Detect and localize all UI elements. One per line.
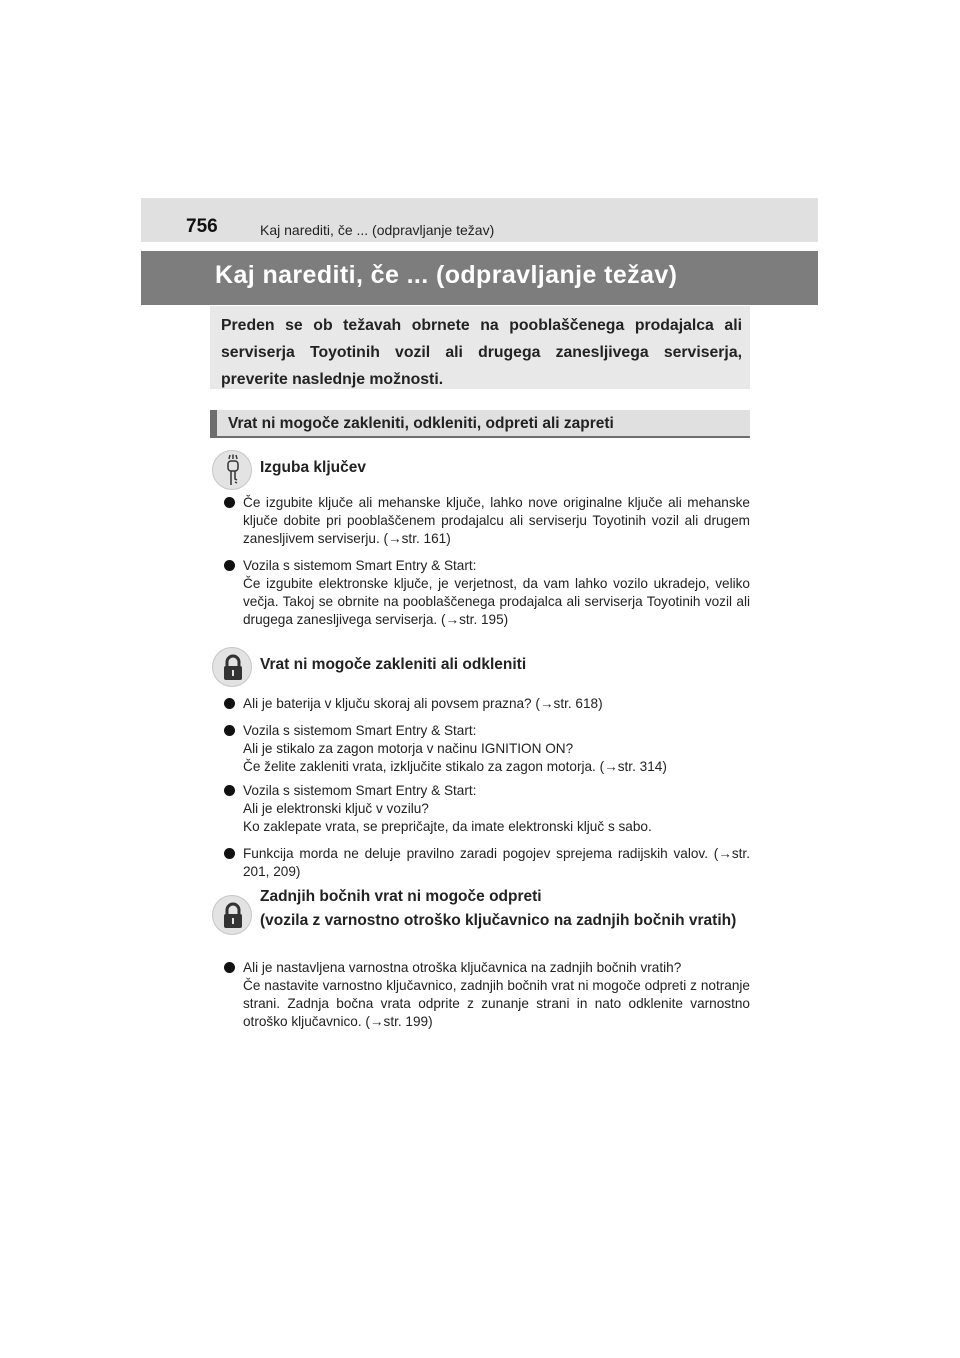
lock-unlock-heading: Vrat ni mogoče zakleniti ali odkleniti: [260, 656, 527, 673]
running-title: Kaj narediti, če ... (odpravljanje težav): [260, 222, 495, 238]
bullet-line: Ali je nastavljena varnostna otroška ključavnica na zadnjih bočnih vratih?: [243, 960, 682, 975]
bullet-dot: [224, 560, 235, 571]
bullet-line: Če izgubite elektronske ključe, je verjetnost, da vam lahko vozilo ukradejo, veliko večja. Takoj se obrnite na pooblaščenega prodajalca ali serviserja Toyotinih vozil ali drugega zanesljivega serviserja. (→str. 195): [243, 576, 750, 627]
bullet-line: Vozila s sistemom Smart Entry & Start:: [243, 783, 477, 798]
rear-doors-heading: [260, 885, 750, 933]
bullet-line: Vozila s sistemom Smart Entry & Start:: [243, 723, 477, 738]
rear-doors-heading-line: Zadnjih bočnih vrat ni mogoče odpreti: [260, 888, 542, 905]
list-item: [224, 782, 750, 836]
list-item: [224, 845, 750, 881]
bullet-line: Ali je baterija v ključu skoraj ali povsem prazna? (→str. 618): [243, 696, 603, 711]
bullet-dot: [224, 848, 235, 859]
bullet-dot: [224, 725, 235, 736]
bullet-line: Ko zaklepate vrata, se prepričajte, da imate elektronski ključ s sabo.: [243, 819, 652, 834]
page-number: 756: [186, 216, 218, 237]
list-item: [224, 722, 750, 776]
list-item: [224, 557, 750, 629]
section-heading-text: Vrat ni mogoče zakleniti, odkleniti, odpreti ali zapreti: [228, 415, 614, 432]
bullet-line: Ali je stikalo za zagon motorja v načinu IGNITION ON?: [243, 741, 574, 756]
running-header: [141, 198, 818, 242]
bullet-dot: [224, 962, 235, 973]
bullet-line: Če želite zakleniti vrata, izključite stikalo za zagon motorja. (→str. 314): [243, 759, 667, 774]
key-icon: [212, 450, 252, 490]
child-lock-icon: [212, 895, 252, 935]
padlock-icon: [212, 647, 252, 687]
bullet-line: Funkcija morda ne deluje pravilno zaradi pogojev sprejema radijskih valov. (→str. 201, 209): [243, 846, 750, 879]
title-bar: [141, 251, 818, 305]
bullet-dot: [224, 698, 235, 709]
bullet-line: Vozila s sistemom Smart Entry & Start:: [243, 558, 477, 573]
list-item: [224, 494, 750, 548]
intro-box: Preden se ob težavah obrnete na pooblaščenega prodajalca ali serviserja Toyotinih vozil ali drugega zanesljivega serviserja, preverite naslednje možnosti.: [210, 306, 750, 389]
bullet-dot: [224, 497, 235, 508]
bullet-line: Ali je elektronski ključ v vozilu?: [243, 801, 429, 816]
section-heading: [210, 410, 750, 438]
bullet-line: Če izgubite ključe ali mehanske ključe, lahko nove originalne ključe ali mehanske ključe dobite pri pooblaščenem prodajalcu ali serviserju Toyotinih vozil ali drugem zanesljivem serviserju. (→str. 161): [243, 495, 750, 546]
bullet-line: Če nastavite varnostno ključavnico, zadnjih bočnih vrat ni mogoče odpreti z notranje strani. Zadnja bočna vrata odprite z zunanje strani in nato odklenite varnostno otroško ključavnico. (→str. 199): [243, 978, 750, 1029]
lost-keys-heading: Izguba ključev: [260, 459, 366, 476]
list-item: [224, 695, 750, 713]
page-title: Kaj narediti, če ... (odpravljanje težav): [215, 261, 678, 289]
list-item: [224, 959, 750, 1031]
bullet-dot: [224, 785, 235, 796]
rear-doors-heading-line: (vozila z varnostno otroško ključavnico na zadnjih bočnih vratih): [260, 912, 737, 929]
